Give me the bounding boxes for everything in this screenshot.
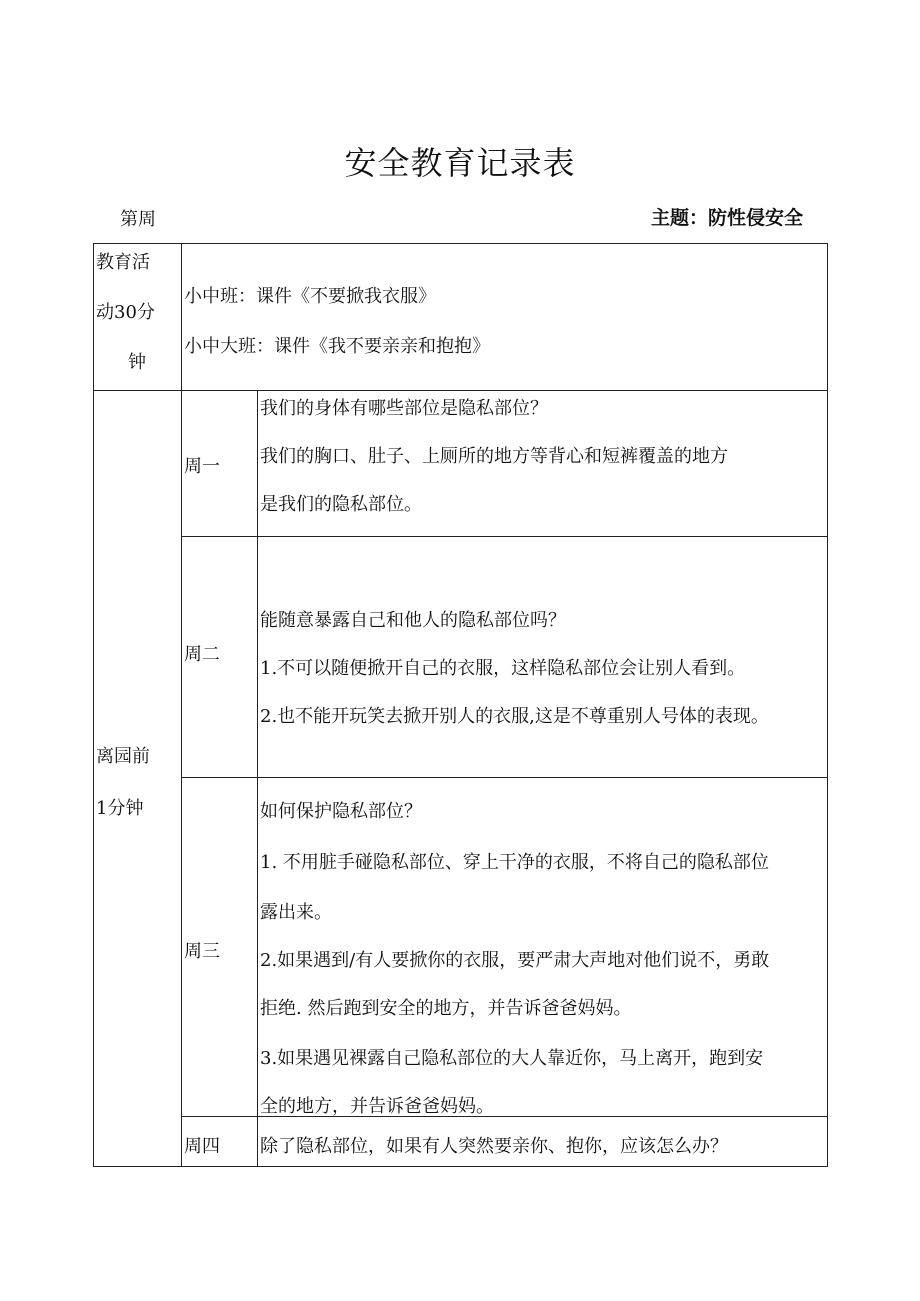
wednesday-line: 露出来。	[260, 902, 332, 923]
wednesday-line: 1. 不用脏手碰隐私部位、穿上干净的衣服，不将自己的隐私部位	[260, 852, 769, 873]
before-leaving-label-line: 1分钟	[96, 798, 144, 819]
wednesday-line: 全的地方，并告诉爸爸妈妈。	[260, 1096, 494, 1117]
table-border-bottom	[93, 1166, 828, 1167]
day-label-wednesday: 周三	[184, 941, 220, 962]
activity-label-line: 教育活	[96, 252, 150, 273]
before-leaving-label-line: 离园前	[96, 746, 150, 767]
table-border-top	[93, 243, 828, 244]
page-title: 安全教育记录表	[344, 144, 576, 182]
activity-label-line: 动30分	[96, 302, 155, 323]
wednesday-line: 2.如果遇到/有人要掀你的衣服，要严肃大声地对他们说不，勇敢	[260, 950, 770, 971]
wednesday-line: 如何保护隐私部位？	[260, 801, 422, 822]
tuesday-line: 能随意暴露自己和他人的隐私部位吗？	[260, 610, 566, 631]
monday-line: 是我们的隐私部位。	[260, 494, 422, 515]
monday-line: 我们的身体有哪些部位是隐私部位？	[260, 398, 548, 419]
activity-line: 小中大班：课件《我不要亲亲和抱抱》	[184, 336, 490, 357]
theme-label: 主题：防性侵安全	[650, 207, 803, 229]
activity-label-line: 钟	[128, 352, 146, 373]
column-divider	[257, 390, 258, 1167]
day-label-monday: 周一	[184, 456, 220, 477]
wednesday-line: 拒绝. 然后跑到安全的地方，并告诉爸爸妈妈。	[260, 998, 632, 1019]
table-border-left	[93, 243, 94, 1167]
thursday-line: 除了隐私部位，如果有人突然要亲你、抱你，应该怎么办？	[260, 1136, 728, 1157]
table-border-right	[827, 243, 828, 1167]
day-label-tuesday: 周二	[184, 644, 220, 665]
wednesday-line: 3.如果遇见裸露自己隐私部位的大人靠近你，马上离开，跑到安	[260, 1048, 764, 1069]
day-label-thursday: 周四	[184, 1136, 220, 1157]
tuesday-line: 2.也不能开玩笑去掀开别人的衣服,这是不尊重别人号体的表现。	[260, 706, 769, 727]
row-divider	[93, 390, 828, 391]
activity-line: 小中班：课件《不要掀我衣服》	[184, 286, 436, 307]
row-divider	[181, 536, 828, 537]
week-label: 第周	[120, 209, 156, 230]
column-divider	[181, 243, 182, 1167]
row-divider	[181, 777, 828, 778]
tuesday-line: 1.不可以随便掀开自己的衣服，这样隐私部位会让别人看到。	[260, 658, 746, 679]
monday-line: 我们的胸口、肚子、上厕所的地方等背心和短裤覆盖的地方	[260, 446, 728, 467]
